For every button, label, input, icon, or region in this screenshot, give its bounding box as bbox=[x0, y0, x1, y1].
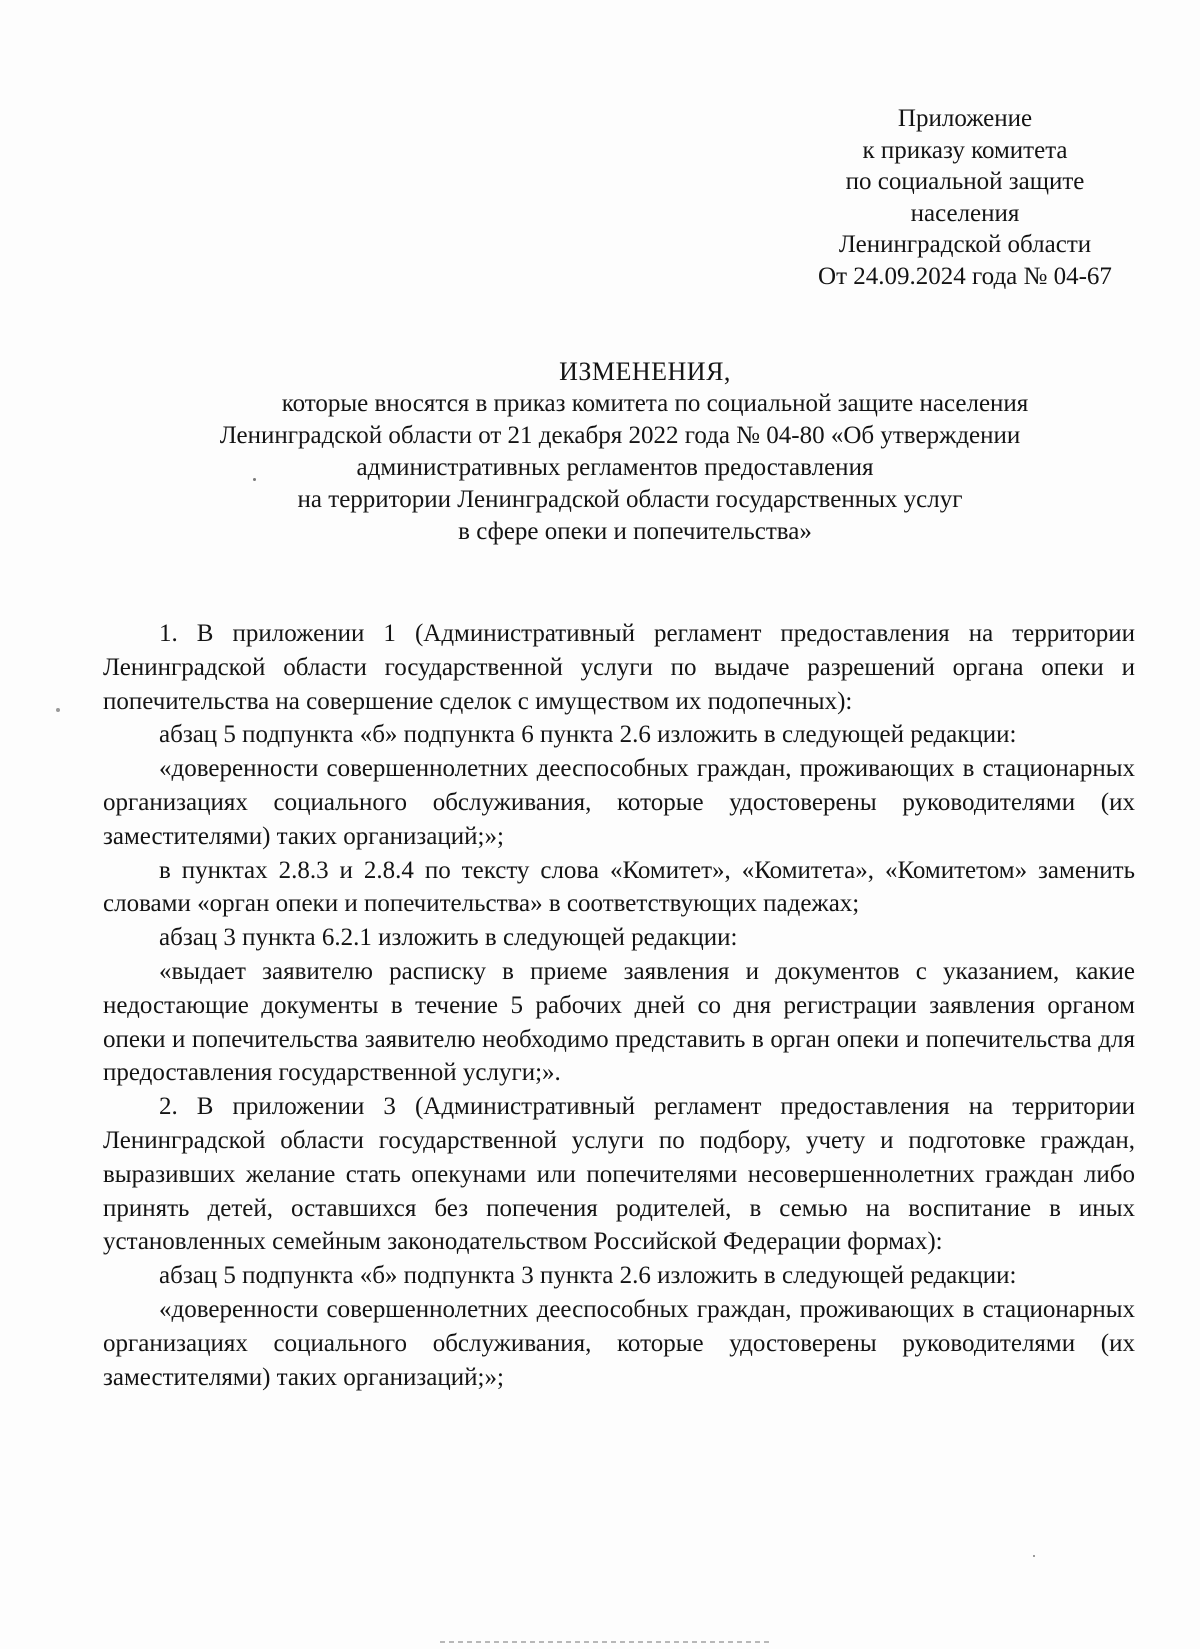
paragraph: в пунктах 2.8.3 и 2.8.4 по тексту слова «Комитет», «Комитета», «Комитетом» заменить словами «орган опеки и попечительства» в соответствующих падежах; bbox=[103, 856, 1135, 918]
appendix-line: населения bbox=[910, 199, 1020, 227]
title-line: административных регламентов предоставления bbox=[356, 454, 874, 481]
scan-speck bbox=[253, 478, 256, 481]
appendix-order-date-number: От 24.09.2024 года № 04-67 bbox=[818, 262, 1112, 290]
scan-edge-line bbox=[440, 1641, 770, 1643]
paragraph: абзац 3 пункта 6.2.1 изложить в следующей редакции: bbox=[159, 924, 738, 952]
title-line: Ленинградской области от 21 декабря 2022 года № 04-80 «Об утверждении bbox=[219, 422, 1021, 449]
appendix-line: к приказу комитета bbox=[862, 136, 1068, 164]
paragraph-quote: «доверенности совершеннолетних дееспособных граждан, проживающих в стационарных организациях социального обслуживания, которые удостоверены руководителями (их заместителями) таких организаций;»; bbox=[103, 1295, 1135, 1391]
title-line: которые вносятся в приказ комитета по социальной защите населения bbox=[281, 390, 1029, 417]
title-line: на территории Ленинградской области государственных услуг bbox=[297, 486, 963, 513]
paragraph: абзац 5 подпункта «б» подпункта 3 пункта 2.6 изложить в следующей редакции: bbox=[159, 1262, 1017, 1290]
paragraph-quote: «выдает заявителю расписку в приеме заявления и документов с указанием, какие недостающие документы в течение 5 рабочих дней со дня регистрации заявления органом опеки и попечительства заявителю необходимо представить в орган опеки и попечительства для предоставления государственной услуги;». bbox=[103, 957, 1135, 1087]
paragraph-quote: «доверенности совершеннолетних дееспособных граждан, проживающих в стационарных организациях социального обслуживания, которые удостоверены руководителями (их заместителями) таких организаций;»; bbox=[103, 755, 1135, 850]
paragraph-item-2: 2. В приложении 3 (Административный регламент предоставления на территории Ленинградской области государственной услуги по подбору, учету и подготовке граждан, выразивших желание стать опекунами или попечителями несовершеннолетних граждан либо принять детей, оставшихся без попечения родителей, в семью на воспитание в иных установленных семейным законодательством Российской Федерации формах): bbox=[103, 1093, 1135, 1256]
paragraph: абзац 5 подпункта «б» подпункта 6 пункта 2.6 изложить в следующей редакции: bbox=[159, 721, 1017, 749]
document-title-block bbox=[140, 356, 1100, 548]
document-body bbox=[103, 617, 1135, 1394]
title-line: в сфере опеки и попечительства» bbox=[458, 518, 812, 545]
appendix-line: Приложение bbox=[897, 105, 1033, 132]
scan-speck bbox=[56, 708, 60, 712]
appendix-line: Ленинградской области bbox=[838, 231, 1092, 258]
scan-speck bbox=[1033, 1555, 1035, 1557]
document-heading: ИЗМЕНЕНИЯ, bbox=[559, 357, 731, 386]
paragraph-item-1: 1. В приложении 1 (Административный регламент предоставления на территории Ленинградской области государственной услуги по выдаче разрешений органа опеки и попечительства на совершение сделок с имуществом их подопечных): bbox=[103, 620, 1135, 715]
appendix-line: по социальной защите bbox=[845, 168, 1085, 195]
appendix-header bbox=[790, 103, 1140, 292]
